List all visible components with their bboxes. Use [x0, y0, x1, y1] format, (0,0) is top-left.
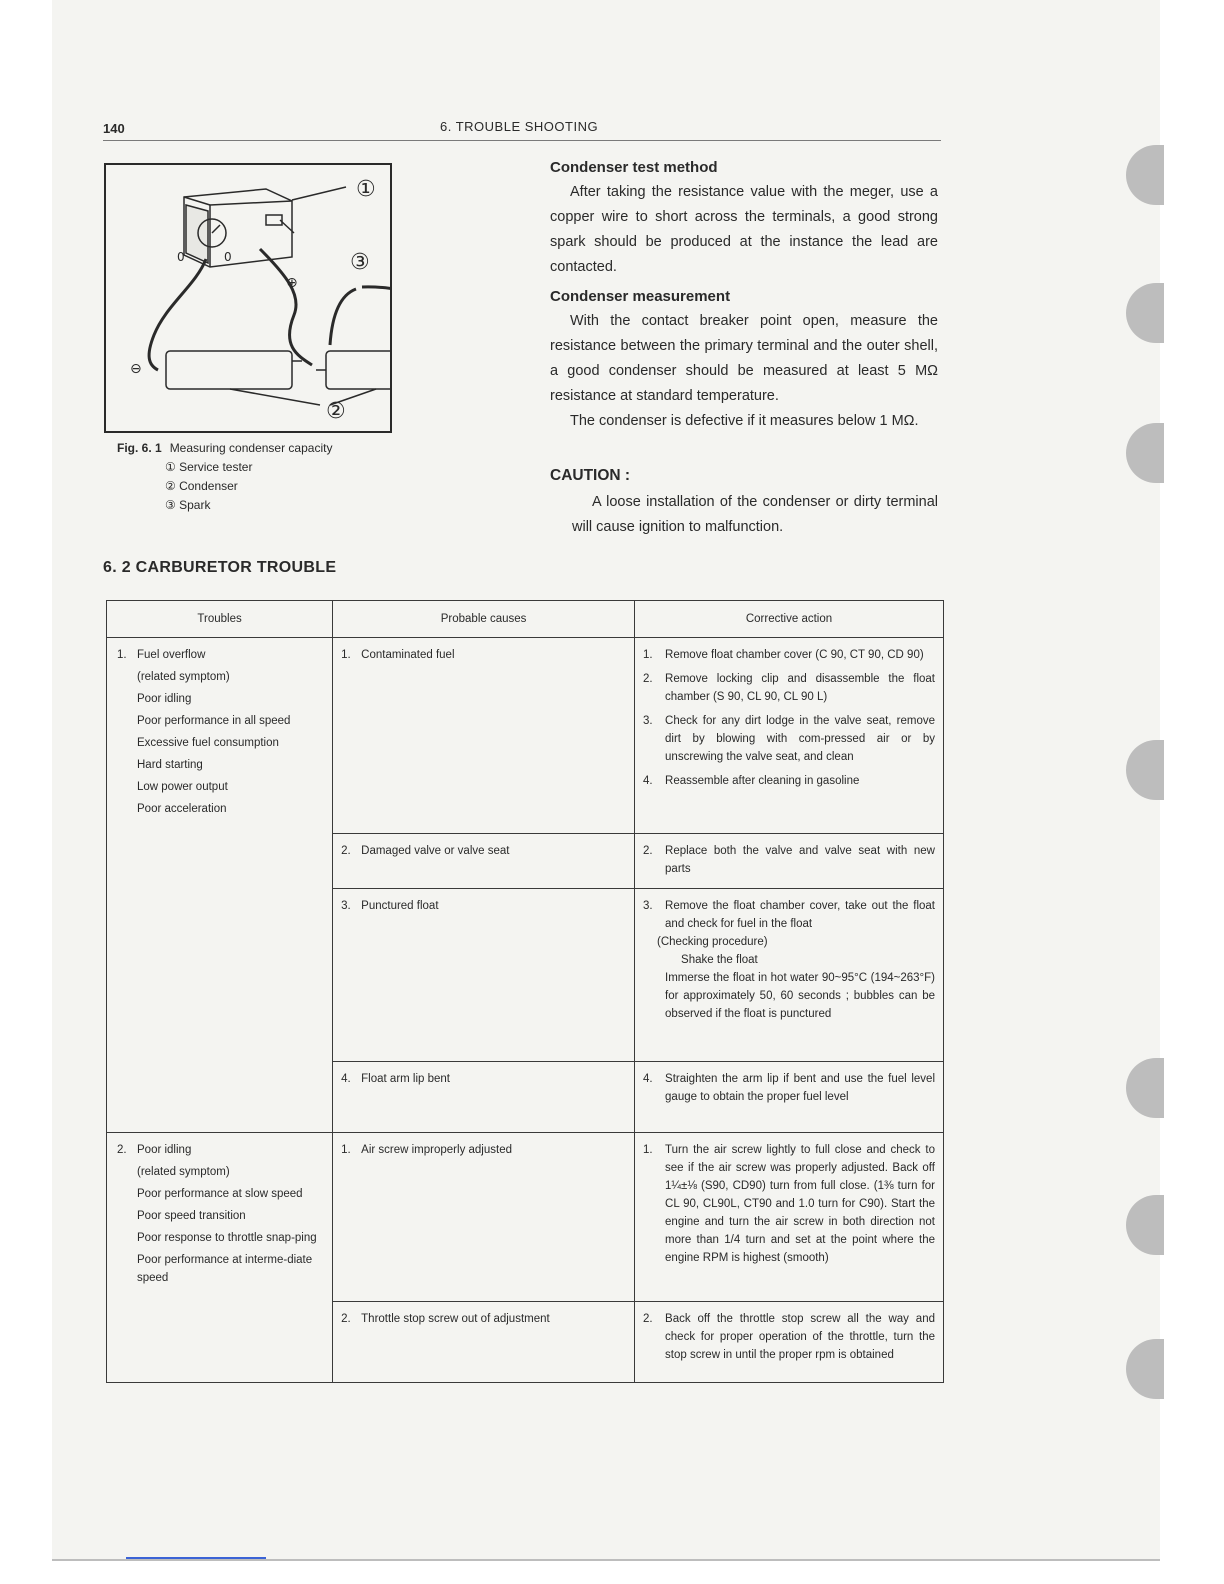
trouble-cell — [107, 1133, 333, 1383]
callout-2: ② — [326, 399, 346, 424]
condenser-measurement-heading: Condenser measurement — [550, 288, 731, 305]
related-symptom-label: (related symptom) — [137, 671, 230, 683]
callout-1: ① — [356, 177, 376, 202]
item-number: 2. — [643, 673, 653, 685]
figure-caption — [117, 439, 332, 515]
item-number: 1. — [117, 649, 127, 661]
cause-cell — [333, 834, 635, 889]
column-header: Troubles — [107, 601, 333, 638]
action-text: Remove locking clip and disassemble the float chamber (S 90, CL 90, CL 90 L) — [665, 673, 935, 703]
action-item — [643, 1310, 935, 1364]
action-text: Turn the air screw lightly to full close and check to see if the air screw was properly adjusted. Back off 1¼±⅛ (S90, CD90) turn from full close. (1⅜ turn for CL 90, CL90L, CT90 and 1.0 turn for C90). Start the engine and turn the air screw in both direction not more than 1/4 turn and set at the point where the engine RPM is highest (smooth) — [665, 1144, 935, 1264]
condenser-test-heading: Condenser test method — [550, 159, 718, 176]
action-cell — [635, 1133, 944, 1302]
action-text: Check for any dirt lodge in the valve seat, remove dirt by blowing with com-pressed air or by unscrewing the valve seat, and clean — [665, 715, 935, 763]
item-number: 2. — [341, 1313, 351, 1325]
section-title: 6. 2 CARBURETOR TROUBLE — [103, 559, 337, 576]
action-text: Reassemble after cleaning in gasoline — [665, 775, 860, 787]
symptom: Poor performance at slow speed — [137, 1188, 303, 1200]
condenser-test-text: After taking the resistance value with the meger, use a copper wire to short across the terminals, a good strong spark should be produced at the instance the lead are contacted. — [550, 184, 938, 275]
condenser-test-diagram — [106, 165, 390, 431]
action-cell — [635, 638, 944, 834]
symptom: Low power output — [137, 781, 228, 793]
dial-mark: 0 — [177, 250, 185, 264]
figure-item: ② Condenser — [165, 479, 238, 493]
action-text: Replace both the valve and valve seat with new parts — [665, 845, 935, 875]
action-text: Remove float chamber cover (C 90, CT 90, CD 90) — [665, 649, 924, 661]
caution-text: A loose installation of the condenser or dirty terminal will cause ignition to malfunction. — [572, 494, 938, 535]
procedure-step: Shake the float — [681, 954, 758, 966]
cause-text: Contaminated fuel — [361, 649, 455, 661]
symptom: Poor response to throttle snap-ping — [137, 1232, 317, 1244]
cause-cell — [333, 889, 635, 1062]
action-item — [643, 670, 935, 706]
trouble-title: Fuel overflow — [137, 649, 206, 661]
item-number: 4. — [643, 775, 653, 787]
symptom: Excessive fuel consumption — [137, 737, 279, 749]
header-rule — [103, 140, 941, 141]
dial-mark: 0 — [224, 250, 232, 264]
item-number: 4. — [341, 1073, 351, 1085]
action-item — [643, 712, 935, 766]
related-symptom-label: (related symptom) — [137, 1166, 230, 1178]
cause-text: Punctured float — [361, 900, 439, 912]
caution-heading: CAUTION : — [550, 467, 631, 484]
action-cell — [635, 834, 944, 889]
checking-procedure-label: (Checking procedure) — [657, 936, 768, 948]
cause-cell — [333, 1302, 635, 1383]
item-number: 1. — [643, 649, 653, 661]
condenser-test-section — [550, 155, 938, 280]
selection-bar — [126, 1557, 266, 1559]
plus-terminal-mark: ⊕ — [286, 275, 298, 291]
symptom: Poor idling — [137, 693, 192, 705]
item-number: 1. — [341, 649, 351, 661]
action-item — [643, 772, 935, 790]
cause-text: Damaged valve or valve seat — [361, 845, 510, 857]
minus-terminal-mark: ⊖ — [130, 361, 142, 377]
cause-cell — [333, 638, 635, 834]
item-number: 2. — [643, 845, 653, 857]
trouble-cell — [107, 638, 333, 1133]
condenser-measurement-section — [550, 284, 938, 434]
item-number: 2. — [117, 1144, 127, 1156]
action-cell — [635, 1062, 944, 1133]
page-number: 140 — [103, 121, 125, 136]
item-number: 3. — [643, 900, 653, 912]
action-cell — [635, 889, 944, 1062]
action-item — [643, 646, 935, 664]
trouble-title: Poor idling — [137, 1144, 192, 1156]
action-text: Straighten the arm lip if bent and use the fuel level gauge to obtain the proper fuel level — [665, 1073, 935, 1103]
cause-text: Throttle stop screw out of adjustment — [361, 1313, 550, 1325]
item-number: 1. — [643, 1144, 653, 1156]
figure-caption-text: Measuring condenser capacity — [169, 441, 333, 455]
figure-label: Fig. 6. 1 — [117, 441, 162, 455]
table-header-row — [107, 601, 944, 638]
cause-text: Float arm lip bent — [361, 1073, 451, 1085]
action-item — [643, 842, 935, 878]
item-number: 1. — [341, 1144, 351, 1156]
condenser-measurement-text: With the contact breaker point open, measure the resistance between the primary terminal and the outer shell, a good condenser should be measured at least 5 MΩ resistance at standard temperature. — [550, 313, 938, 404]
item-number: 2. — [341, 845, 351, 857]
item-number: 4. — [643, 1073, 653, 1085]
symptom: Poor performance in all speed — [137, 715, 291, 727]
carburetor-trouble-table — [106, 600, 944, 1383]
callout-3: ③ — [350, 250, 370, 275]
action-item — [643, 1070, 935, 1106]
figure-item: ③ Spark — [165, 498, 211, 512]
symptom: Poor speed transition — [137, 1210, 246, 1222]
cause-cell — [333, 1133, 635, 1302]
item-number: 2. — [643, 1313, 653, 1325]
column-header: Probable causes — [333, 601, 635, 638]
symptom: Hard starting — [137, 759, 203, 771]
action-cell — [635, 1302, 944, 1383]
cause-text: Air screw improperly adjusted — [361, 1144, 512, 1156]
column-header: Corrective action — [635, 601, 944, 638]
symptom: Poor acceleration — [137, 803, 227, 815]
item-number: 3. — [341, 900, 351, 912]
figure-item: ① Service tester — [165, 460, 253, 474]
condenser-measurement-text: The condenser is defective if it measures below 1 MΩ. — [570, 413, 919, 429]
cause-cell — [333, 1062, 635, 1133]
item-number: 3. — [643, 715, 653, 727]
table-row — [107, 638, 944, 834]
symptom: Poor performance at interme-diate speed — [137, 1254, 313, 1284]
action-text: Remove the float chamber cover, take out the float and check for fuel in the float — [665, 900, 935, 930]
page-bottom-edge — [52, 1559, 1160, 1561]
action-text: Back off the throttle stop screw all the way and check for proper operation of the throttle, turn the stop screw in until the proper rpm is obtained — [665, 1313, 935, 1361]
chapter-title: 6. TROUBLE SHOOTING — [440, 119, 599, 134]
procedure-step: Immerse the float in hot water 90~95°C (194~263°F) for approximately 50, 60 seconds ; bubbles can be observed if the float is punctured — [665, 972, 935, 1020]
action-item — [643, 1141, 935, 1267]
action-item — [643, 897, 935, 933]
figure-condenser-test — [104, 163, 392, 433]
table-row — [107, 1133, 944, 1302]
